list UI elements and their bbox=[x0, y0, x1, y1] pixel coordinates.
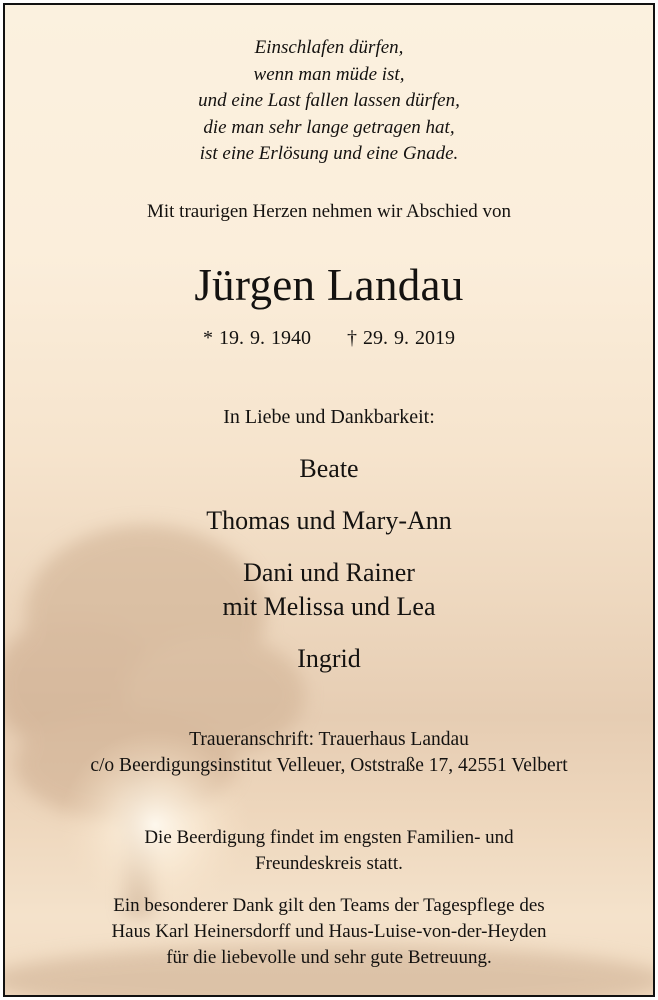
obituary-card bbox=[3, 3, 655, 997]
poem-line: und eine Last fallen lassen dürfen, bbox=[198, 90, 460, 111]
poem bbox=[5, 35, 653, 168]
poem-line: wenn man müde ist, bbox=[253, 63, 405, 85]
deceased-name: Jürgen Landau bbox=[194, 260, 464, 310]
mourning-address-line: Traueranschrift: Trauerhaus Landau bbox=[189, 729, 469, 750]
thanks-line: für die liebevolle und sehr gute Betreuung. bbox=[166, 947, 492, 968]
mourner-name: Beate bbox=[299, 454, 359, 483]
farewell-intro: Mit traurigen Herzen nehmen wir Abschied von bbox=[146, 201, 512, 222]
thanks-line: Ein besonderer Dank gilt den Teams der Tagespflege des bbox=[113, 895, 545, 916]
mourners-intro: In Liebe und Dankbarkeit: bbox=[223, 406, 435, 428]
mourner-name: Dani und Rainer bbox=[243, 558, 415, 587]
poem-line: die man sehr lange getragen hat, bbox=[203, 116, 455, 138]
life-dates bbox=[5, 327, 653, 350]
poem-line: Einschlafen dürfen, bbox=[254, 37, 404, 58]
mourning-address-line: c/o Beerdigungsinstitut Velleuer, Oststraße 17, 42551 Velbert bbox=[90, 755, 568, 776]
thanks-line: Haus Karl Heinersdorff und Haus-Luise-von-der-Heyden bbox=[111, 921, 547, 942]
mourner-name: mit Melissa und Lea bbox=[222, 592, 436, 621]
funeral-notice-line: Die Beerdigung findet im engsten Familien- und bbox=[144, 827, 514, 848]
death-date: † 29. 9. 2019 bbox=[347, 327, 455, 349]
mourner-name: Ingrid bbox=[297, 644, 361, 673]
birth-date: * 19. 9. 1940 bbox=[203, 327, 311, 349]
poem-line: ist eine Erlösung und eine Gnade. bbox=[199, 143, 459, 164]
funeral-notice-line: Freundeskreis statt. bbox=[255, 853, 403, 874]
mourner-name: Thomas und Mary-Ann bbox=[206, 506, 452, 535]
